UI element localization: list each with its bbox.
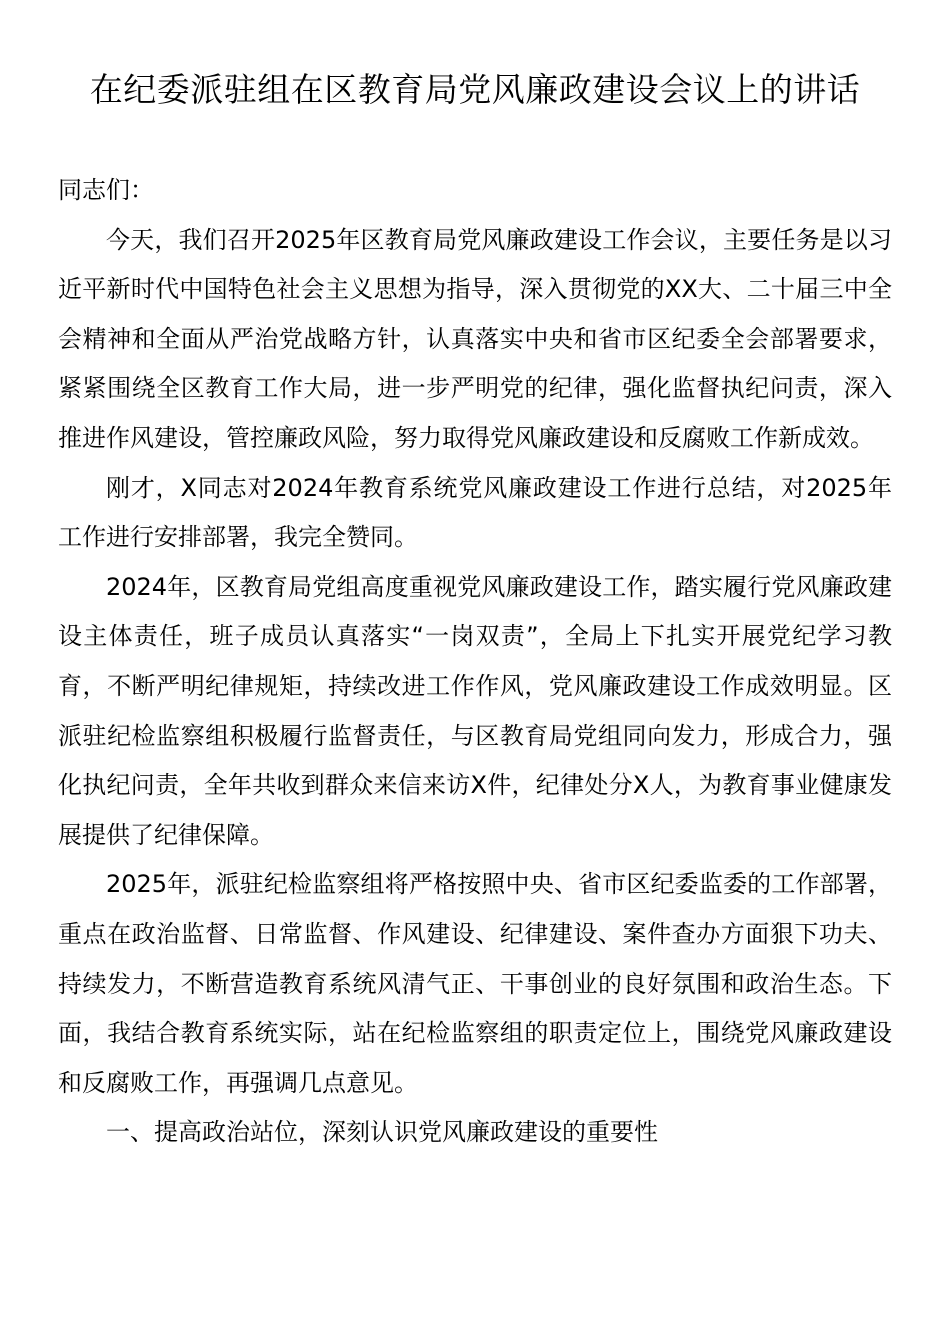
paragraph-summary-remark: 刚才，X同志对2024年教育系统党风廉政建设工作进行总结，对2025年工作进行安排部署，我完全赞同。 bbox=[58, 473, 892, 552]
paragraph-2024-review: 2024年，区教育局党组高度重视党风廉政建设工作，踏实履行党风廉政建设主体责任，班子成员认真落实“一岗双责”，全局上下扎实开展党纪学习教育，不断严明纪律规矩，持续改进工作作风，党风廉政建设工作成效明显。区派驻纪检监察组积极履行监督责任，与区教育局党组同向发力，形成合力，强化执纪问责，全年共收到群众来信来访X件，纪律处分X人，为教育事业健康发展提供了纪律保障。 bbox=[58, 572, 892, 849]
document-body bbox=[58, 166, 892, 1158]
salutation: 同志们： bbox=[58, 176, 154, 204]
paragraph-2025-plan: 2025年，派驻纪检监察组将严格按照中央、省市区纪委监委的工作部署，重点在政治监督、日常监督、作风建设、纪律建设、案件查办方面狠下功夫、持续发力，不断营造教育系统风清气正、干事创业的良好氛围和政治生态。下面，我结合教育系统实际，站在纪检监察组的职责定位上，围绕党风廉政建设和反腐败工作，再强调几点意见。 bbox=[58, 870, 892, 1097]
section-heading: 一、提高政治站位，深刻认识党风廉政建设的重要性 bbox=[106, 1118, 658, 1147]
paragraph-opening: 今天，我们召开2025年区教育局党风廉政建设工作会议，主要任务是以习近平新时代中国特色社会主义思想为指导，深入贯彻党的XX大、二十届三中全会精神和全面从严治党战略方针，认真落实中央和省市区纪委全会部署要求，紧紧围绕全区教育工作大局，进一步严明党的纪律，强化监督执纪问责，深入推进作风建设，管控廉政风险，努力取得党风廉政建设和反腐败工作新成效。 bbox=[58, 225, 892, 452]
document-title: 在纪委派驻组在区教育局党风廉政建设会议上的讲话 bbox=[89, 70, 861, 109]
